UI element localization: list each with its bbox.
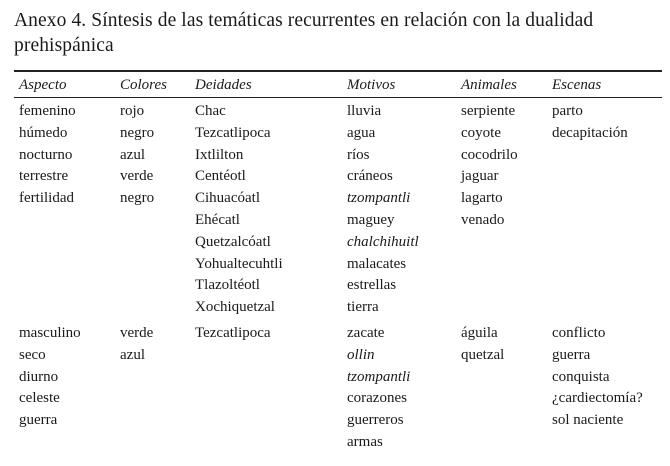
cell-line: ríos xyxy=(347,146,370,163)
cell-line: nocturno xyxy=(19,146,73,163)
group2-deidades-cell xyxy=(195,323,271,345)
cell-line: seco xyxy=(19,346,46,363)
header-motivos: Motivos xyxy=(347,77,396,93)
cell-line: Tezcatlipoca xyxy=(195,325,271,341)
cell-line: azul xyxy=(120,146,145,163)
cell-line: venado xyxy=(461,211,505,228)
header-deidades: Deidades xyxy=(195,77,252,93)
group1-deidades-cell xyxy=(195,101,283,319)
group2-animales-cell xyxy=(461,323,504,367)
cell-line: femenino xyxy=(19,103,76,119)
cell-line: estrellas xyxy=(347,277,397,294)
header-escenas: Escenas xyxy=(552,77,602,93)
cell-line: Quetzalcóatl xyxy=(195,233,271,250)
cell-line: Centéotl xyxy=(195,168,246,185)
cell-line: chalchihuitl xyxy=(347,233,419,250)
cell-line: águila xyxy=(461,325,498,341)
header-animales: Animales xyxy=(461,77,517,93)
cell-line: Ehécatl xyxy=(195,211,240,228)
cell-line: cráneos xyxy=(347,168,393,185)
cell-line: guerreros xyxy=(347,412,404,429)
cell-line: Tlazoltéotl xyxy=(195,277,260,294)
cell-line: agua xyxy=(347,124,376,141)
cell-line: celeste xyxy=(19,390,60,407)
cell-line: coyote xyxy=(461,124,501,141)
cell-line: masculino xyxy=(19,325,81,341)
cell-line: verde xyxy=(120,168,154,185)
cell-line: negro xyxy=(120,124,155,141)
cell-line: húmedo xyxy=(19,124,68,141)
cell-line: conflicto xyxy=(552,325,606,341)
cell-line: tzompantli xyxy=(347,190,411,207)
cell-line: maguey xyxy=(347,211,395,228)
cell-line: terrestre xyxy=(19,168,69,185)
cell-line: lagarto xyxy=(461,190,503,207)
header-rule xyxy=(14,97,662,98)
cell-line: Tezcatlipoca xyxy=(195,124,271,141)
cell-line: negro xyxy=(120,190,155,207)
cell-line: tzompantli xyxy=(347,368,411,385)
group1-escenas-cell xyxy=(552,101,628,145)
cell-line: rojo xyxy=(120,103,145,119)
cell-line: decapitación xyxy=(552,124,628,141)
cell-line: sol naciente xyxy=(552,412,624,429)
table-top-rule xyxy=(14,70,662,72)
group2-colores-cell xyxy=(120,323,153,367)
group1-motivos-cell xyxy=(347,101,419,319)
table-title: Anexo 4. Síntesis de las temáticas recurrentes en relación con la dualidad prehispánica xyxy=(14,10,594,56)
cell-line: malacates xyxy=(347,255,407,272)
group1-animales-cell xyxy=(461,101,518,232)
group2-escenas-cell xyxy=(552,323,643,432)
group2-aspecto-cell xyxy=(19,323,81,432)
group1-aspecto-cell xyxy=(19,101,76,210)
cell-line: verde xyxy=(120,325,154,341)
cell-line: ¿cardiectomía? xyxy=(552,390,643,407)
cell-line: tierra xyxy=(347,299,379,316)
cell-line: armas xyxy=(347,433,383,450)
cell-line: guerra xyxy=(19,412,58,429)
header-aspecto: Aspecto xyxy=(19,77,67,93)
cell-line: Ixtlilton xyxy=(195,146,244,163)
cell-line: quetzal xyxy=(461,346,505,363)
cell-line: serpiente xyxy=(461,103,516,119)
cell-line: Yohualtecuhtli xyxy=(195,255,283,272)
cell-line: Cihuacóatl xyxy=(195,190,260,207)
cell-line: corazones xyxy=(347,390,407,407)
cell-line: jaguar xyxy=(461,168,499,185)
cell-line: azul xyxy=(120,346,145,363)
cell-line: conquista xyxy=(552,368,610,385)
cell-line: guerra xyxy=(552,346,591,363)
header-colores: Colores xyxy=(120,77,167,93)
cell-line: zacate xyxy=(347,325,385,341)
cell-line: fertilidad xyxy=(19,190,74,207)
cell-line: ollin xyxy=(347,346,375,363)
cell-line: cocodrilo xyxy=(461,146,518,163)
cell-line: Chac xyxy=(195,103,226,119)
cell-line: Xochiquetzal xyxy=(195,299,275,316)
cell-line: lluvia xyxy=(347,103,382,119)
group1-colores-cell xyxy=(120,101,154,210)
group2-motivos-cell xyxy=(347,323,410,454)
cell-line: parto xyxy=(552,103,583,119)
cell-line: diurno xyxy=(19,368,59,385)
